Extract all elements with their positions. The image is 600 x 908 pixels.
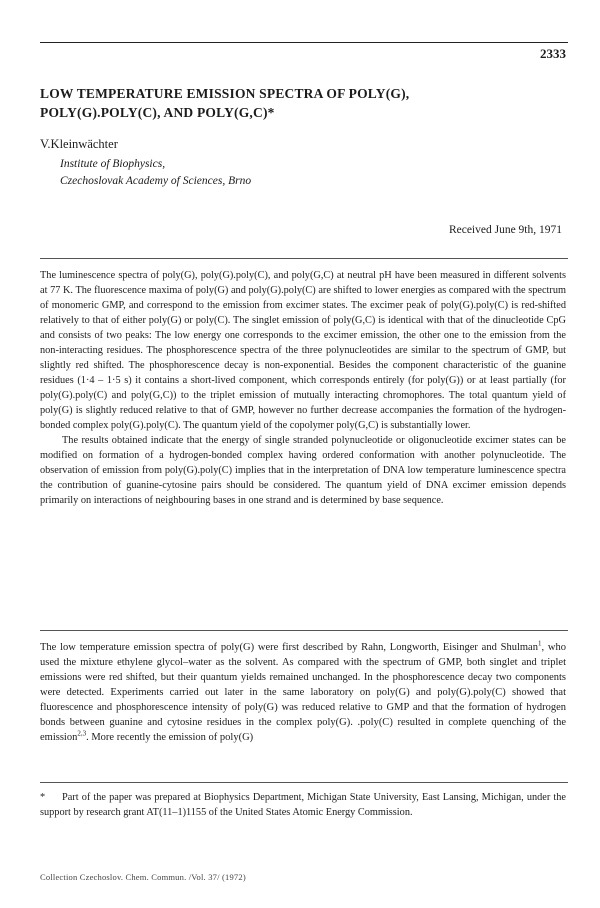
body-text: [40, 640, 566, 745]
body-text-part-1: The low temperature emission spectra of poly(G) were first described by Rahn, Longworth, Eisinger and Shulman: [40, 642, 538, 653]
page-number: 2333: [540, 46, 566, 61]
reference-1: 1: [537, 639, 542, 648]
abstract-bottom-rule: [40, 630, 568, 631]
body-text-part-2: , who used the mixture ethylene glycol–water as the solvent. As compared with the spectrum of GMP, both singlet and triplet emissions were red shifted, but their quantum yields remained unchanged. In the phosphorescence decay two components were detected. Experiments carried out later in the same laboratory on poly(G) and poly(G).poly(C) showed that fluorescence and phosphorescence intensity of poly(G) was reduced relative to GMP and that the formation of hydrogen bonds between guanine and cytosine residues in the complex poly(G). .poly(C) resulted in complete quenching of the emission: [40, 642, 566, 743]
footnote-marker: *: [40, 792, 46, 803]
journal-citation: Collection Czechoslov. Chem. Commun. /Vol. 37/ (1972): [40, 872, 246, 882]
reference-2-3: 2,3: [77, 729, 87, 738]
abstract: [40, 268, 566, 508]
article-title: [40, 84, 570, 122]
abstract-top-rule: [40, 258, 568, 259]
body-text-part-3: . More recently the emission of poly(G): [86, 732, 254, 743]
body-paragraph: [40, 640, 566, 745]
title-line-2: POLY(G).POLY(C), AND POLY(G,C)*: [40, 105, 275, 120]
received-date: Received June 9th, 1971: [448, 224, 562, 236]
affiliation-line-1: Institute of Biophysics,: [60, 158, 166, 170]
title-line-1: LOW TEMPERATURE EMISSION SPECTRA OF POLY(G),: [40, 86, 410, 101]
footnote-rule: [40, 782, 568, 783]
header-rule: [40, 42, 568, 43]
footnote: [40, 790, 566, 820]
abstract-paragraph-2: The results obtained indicate that the energy of single stranded polynucleotide or oligonucleotide excimer states can be modified on formation of a hydrogen-bonded complex having ordered conformation with another polynucleotide. The observation of emission from poly(G).poly(C) implies that in the interpretation of DNA low temperature luminescence spectra the contribution of guanine-cytosine pairs should be considered. The quantum yield of DNA excimer emission depends primarily on interactions of neighbouring bases in one strand and is determined by base sequence.: [40, 435, 566, 506]
author-name: V.Kleinwächter: [40, 137, 118, 151]
footnote-text: Part of the paper was prepared at Biophysics Department, Michigan State University, East Lansing, Michigan, under the support by research grant AT(11–1)1155 of the United States Atomic Energy Commission.: [40, 792, 566, 818]
abstract-paragraph-1: The luminescence spectra of poly(G), poly(G).poly(C), and poly(G,C) at neutral pH have been measured in different solvents at 77 K. The fluorescence maxima of poly(G) and poly(G).poly(C) are shifted to lower energies as compared with the spectrum of monomeric GMP, and correspond to the emission from excimer states. The excimer peak of poly(G).poly(C) is red-shifted relatively to that of either poly(G) or poly(C). The singlet emission of poly(G,C) is identical with that of the dinucleotide CpG and consists of two peaks: The low energy one corresponds to the excimer emission, the other one to the emission from the non-interacting residues. The phosphorescence spectra of the three polynucleotides are similar to the spectrum of GMP, but slightly red shifted. The phosphorescence decay is non-exponential. Besides the component characteristic of the guanine residues (1·4 – 1·5 s) it contains a short-lived component, which corresponds entirely (for poly(G)) or at least partially (for poly(G).poly(C) and poly(G,C)) to the triplet emission of mutually interacting chromophores. The total quantum yield of poly(G) is slightly reduced relative to that of GMP, however no further decrease accompanies the formation of the hydrogen-bonded complex poly(G).poly(C). The quantum yield of the copolymer poly(G,C) is substantially lower.: [40, 270, 566, 431]
affiliation-line-2: Czechoslovak Academy of Sciences, Brno: [60, 175, 252, 187]
author-affiliation: [60, 156, 251, 190]
